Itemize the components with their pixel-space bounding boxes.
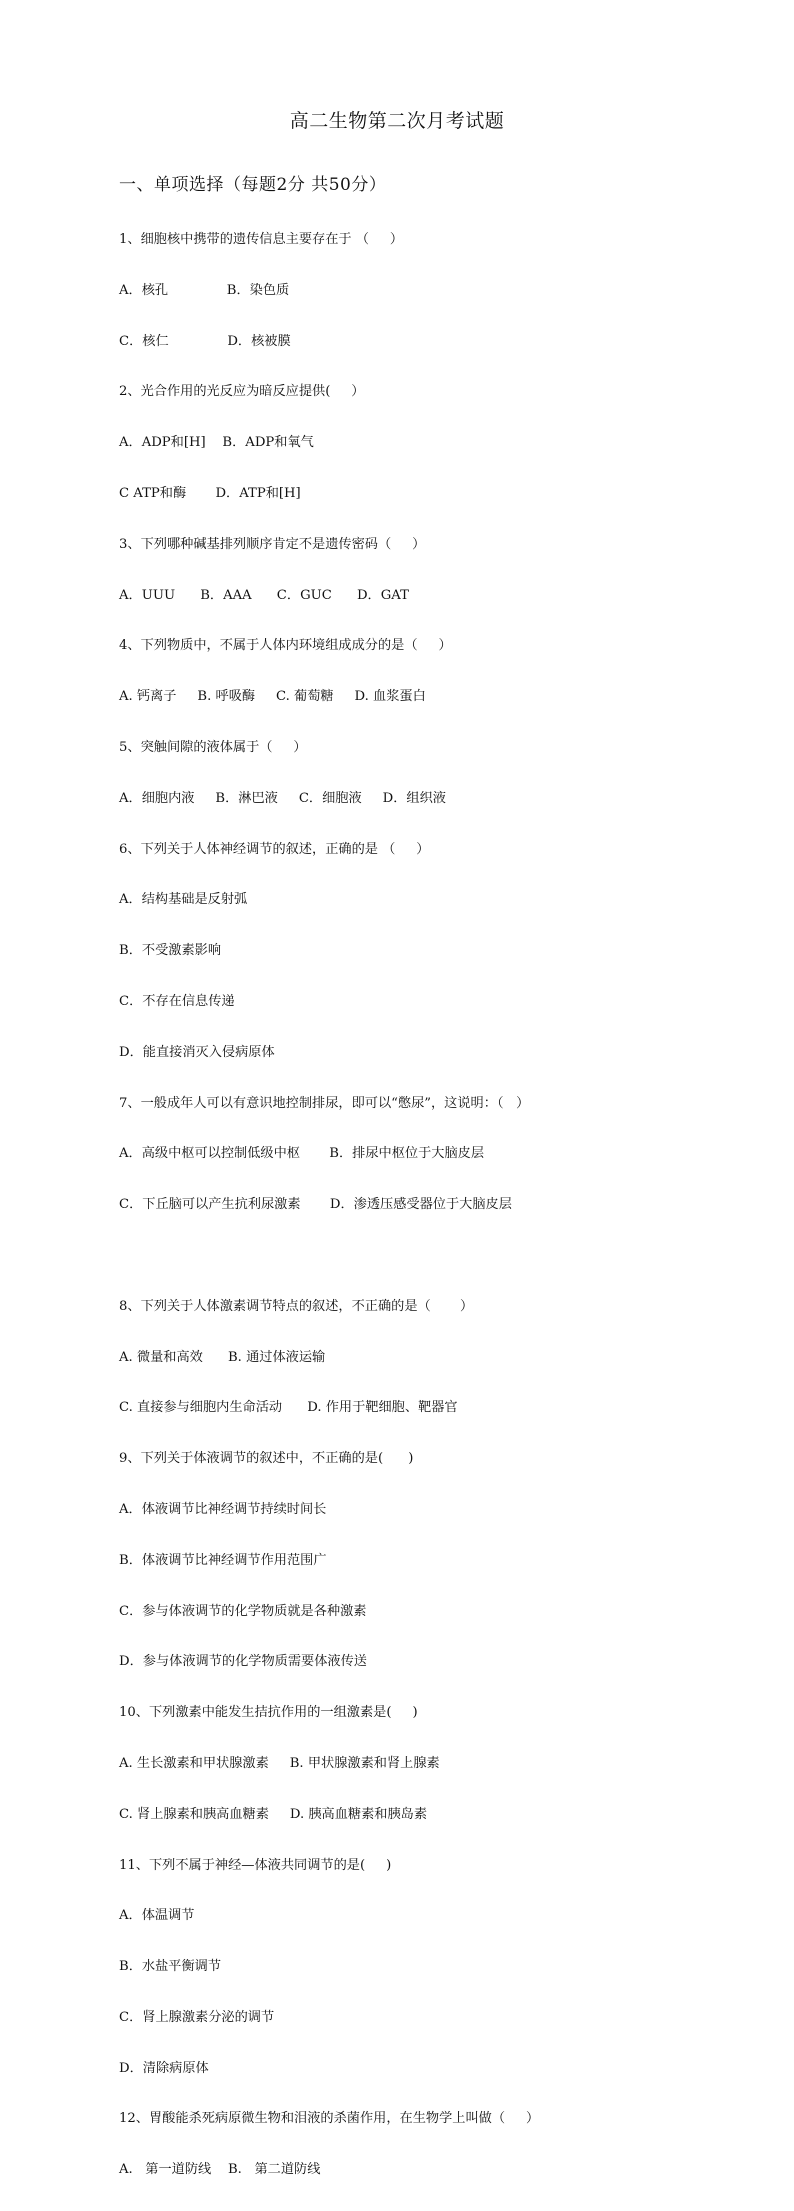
question-4-options: A. 钙离子 B. 呼吸酶 C. 葡萄糖 D. 血浆蛋白	[119, 689, 426, 705]
question-3-options: A．UUU B．AAA C．GUC D．GAT	[119, 587, 409, 603]
question-2-stem: 2、光合作用的光反应为暗反应提供( ）	[119, 384, 365, 400]
question-6-option-a: A．结构基础是反射弧	[119, 892, 248, 908]
question-10-options-cd: C. 肾上腺素和胰高血糖素 D. 胰高血糖素和胰岛素	[119, 1806, 428, 1822]
question-9-option-b: B．体液调节比神经调节作用范围广	[119, 1552, 327, 1568]
question-3-stem: 3、下列哪种碱基排列顺序肯定不是遗传密码（ ）	[119, 536, 426, 552]
question-9-option-c: C．参与体液调节的化学物质就是各种激素	[119, 1603, 367, 1619]
question-12-stem: 12、胃酸能杀死病原微生物和泪液的杀菌作用，在生物学上叫做（ ）	[119, 2111, 540, 2127]
blank-line	[119, 1246, 759, 1267]
question-6-option-d: D．能直接消灭入侵病原体	[119, 1044, 275, 1060]
question-10-options-ab: A. 生长激素和甲状腺激素 B. 甲状腺激素和肾上腺素	[119, 1755, 440, 1771]
question-9-option-d: D．参与体液调节的化学物质需要体液传送	[119, 1654, 367, 1670]
page-title: 高二生物第二次月考试题	[289, 110, 505, 132]
question-4-stem: 4、下列物质中，不属于人体内环境组成成分的是（ ）	[119, 638, 452, 654]
question-9-option-a: A．体液调节比神经调节持续时间长	[119, 1501, 327, 1517]
question-1-options-cd: C．核仁 D．核被膜	[119, 333, 291, 349]
question-10-stem: 10、下列激素中能发生拮抗作用的一组激素是( )	[119, 1705, 418, 1721]
section-heading: 一、单项选择（每题2分 共50分）	[119, 175, 387, 195]
question-7-options-cd: C．下丘脑可以产生抗利尿激素 D．渗透压感受器位于大脑皮层	[119, 1197, 512, 1213]
question-5-stem: 5、突触间隙的液体属于（ ）	[119, 739, 307, 755]
question-11-option-a: A．体温调节	[119, 1908, 195, 1924]
question-6-option-c: C．不存在信息传递	[119, 993, 235, 1009]
question-7-options-ab: A．高级中枢可以控制低级中枢 B．排尿中枢位于大脑皮层	[119, 1146, 485, 1162]
question-1-stem: 1、细胞核中携带的遗传信息主要存在于 （ ）	[119, 232, 404, 247]
question-8-stem: 8、下列关于人体激素调节特点的叙述，不正确的是（ ）	[119, 1298, 474, 1314]
question-8-options-ab: A. 微量和高效 B. 通过体液运输	[119, 1349, 326, 1365]
question-body	[119, 200, 759, 2211]
question-9-stem: 9、下列关于体液调节的叙述中，不正确的是( )	[119, 1451, 414, 1467]
question-1-options-ab: A．核孔 B．染色质	[119, 282, 290, 298]
question-11-option-c: C．肾上腺激素分泌的调节	[119, 2009, 275, 2025]
question-11-stem: 11、下列不属于神经—体液共同调节的是( )	[119, 1857, 392, 1873]
question-6-option-b: B．不受激素影响	[119, 943, 222, 959]
question-7-stem: 7、一般成年人可以有意识地控制排尿，即可以“憋尿”，这说明：（ ）	[119, 1095, 530, 1111]
question-12-options-ab: A. 第一道防线 B. 第二道防线	[119, 2162, 321, 2178]
question-11-option-b: B．水盐平衡调节	[119, 1959, 222, 1975]
question-2-options-ab: A．ADP和[H] B．ADP和氧气	[119, 435, 314, 451]
question-8-options-cd: C. 直接参与细胞内生命活动 D. 作用于靶细胞、靶器官	[119, 1400, 458, 1416]
question-2-options-cd: C ATP和酶 D．ATP和[H]	[119, 485, 301, 501]
question-6-stem: 6、下列关于人体神经调节的叙述，正确的是 （ ）	[119, 841, 430, 857]
question-11-option-d: D．清除病原体	[119, 2060, 209, 2076]
question-5-options: A．细胞内液 B．淋巴液 C．细胞液 D．组织液	[119, 790, 446, 806]
